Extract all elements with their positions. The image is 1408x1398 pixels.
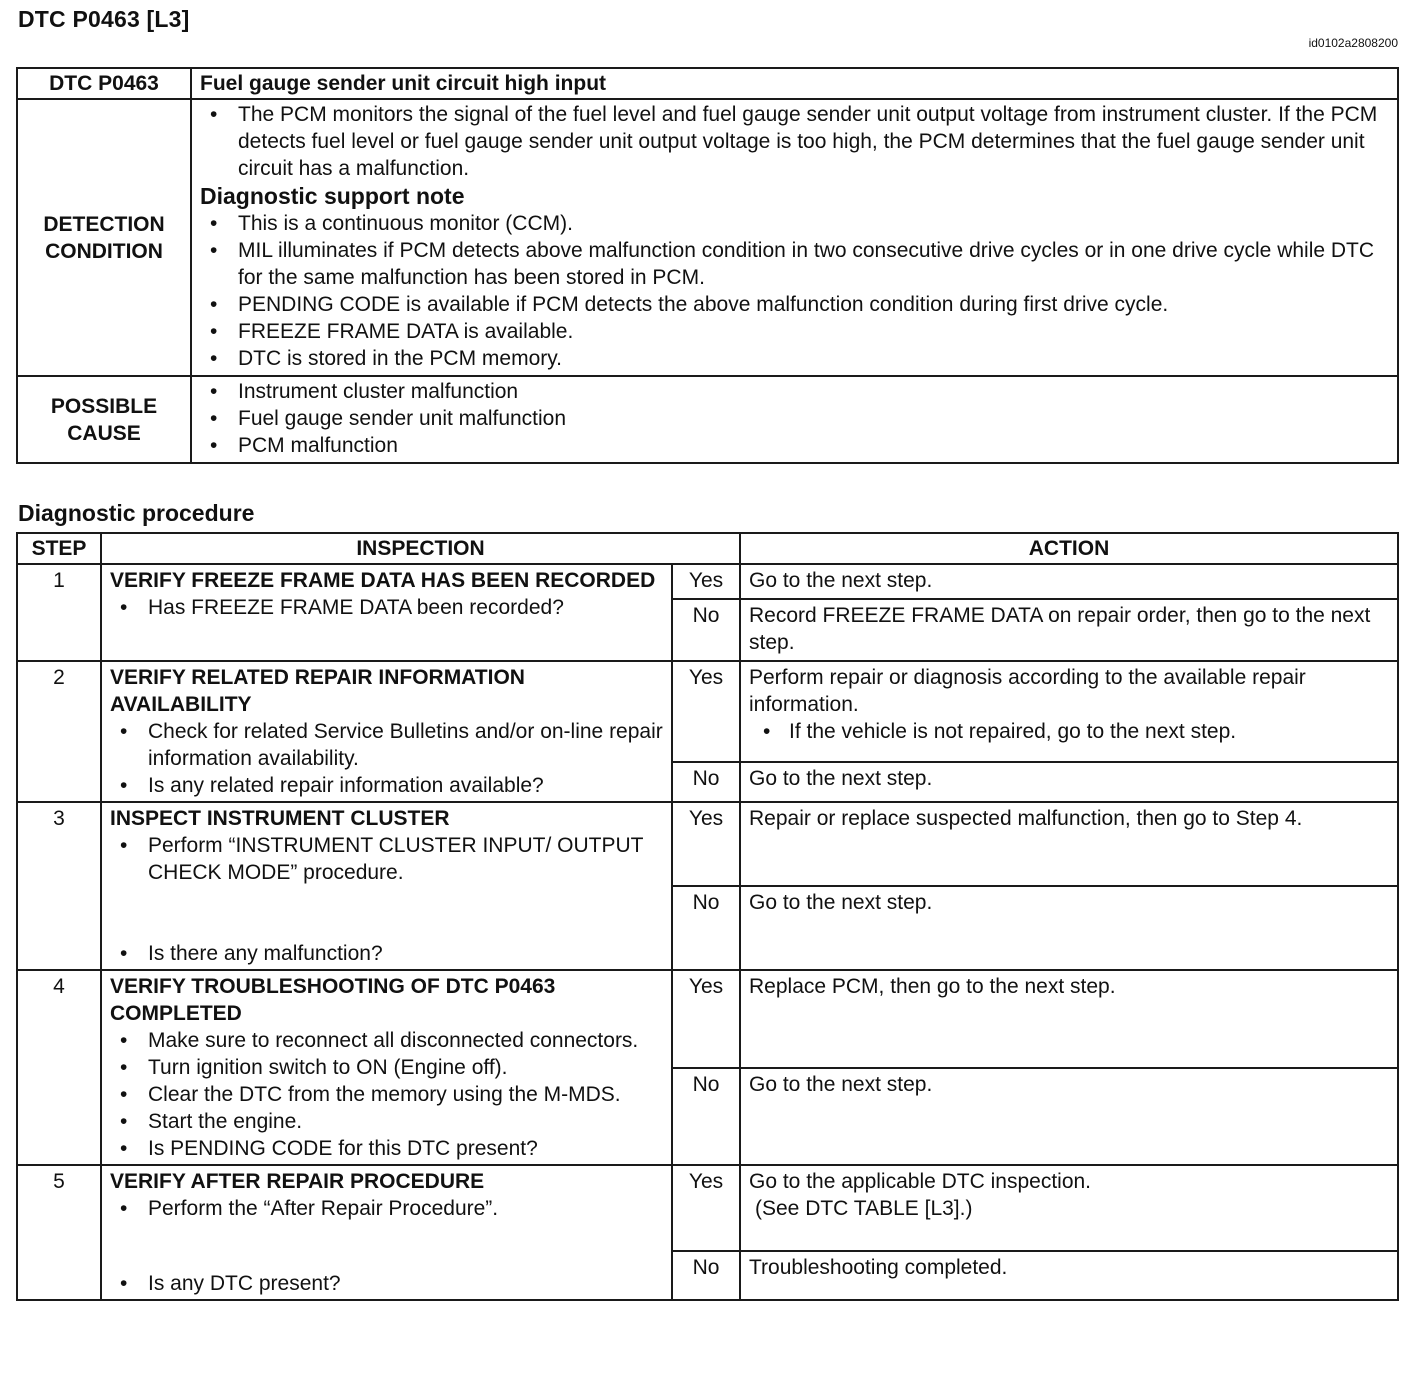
- dtc-info-table: [16, 67, 1399, 464]
- step-3-yes-row: [17, 802, 1398, 886]
- step-4-yes-row: [17, 970, 1398, 1068]
- possible-cause-content: [191, 376, 1398, 463]
- yes-action-sub-list: [749, 718, 1389, 745]
- detection-main-list: [200, 101, 1389, 182]
- no-label: No: [672, 1068, 740, 1166]
- yes-action-reference: (See DTC TABLE [L3].): [755, 1197, 973, 1220]
- detection-label-line1: DETECTION: [43, 212, 165, 236]
- spacer: [110, 1222, 665, 1270]
- dtc-code-cell: DTC P0463: [17, 68, 191, 99]
- support-note-heading: Diagnostic support note: [200, 183, 465, 209]
- step-bullet: • Start the engine.: [110, 1108, 665, 1135]
- dtc-description-cell: Fuel gauge sender unit circuit high input: [191, 68, 1398, 99]
- yes-action: Repair or replace suspected malfunction, then go to Step 4.: [740, 802, 1398, 886]
- step-heading: VERIFY FREEZE FRAME DATA HAS BEEN RECORDED: [110, 569, 656, 592]
- detection-condition-label: [17, 99, 191, 376]
- step-bullet: • Is there any malfunction?: [110, 940, 665, 967]
- yes-action: Go to the applicable DTC inspection.: [749, 1170, 1092, 1193]
- step-bullet-list: [110, 1270, 665, 1297]
- cause-label-line2: CAUSE: [67, 421, 141, 445]
- step-4-inspection: [101, 970, 672, 1165]
- step-number: 3: [17, 802, 101, 970]
- yes-action: Perform repair or diagnosis according to the available repair information.: [749, 666, 1306, 716]
- step-5-yes-row: [17, 1165, 1398, 1251]
- step-bullet: • Is PENDING CODE for this DTC present?: [110, 1135, 665, 1162]
- yes-label: Yes: [672, 661, 740, 762]
- yes-action-cell: [740, 661, 1398, 762]
- step-3-inspection: [101, 802, 672, 970]
- step-2-inspection: [101, 661, 672, 802]
- support-note-item: • This is a continuous monitor (CCM).: [200, 210, 1389, 237]
- no-action: Go to the next step.: [740, 762, 1398, 802]
- step-1-inspection: [101, 564, 672, 661]
- step-number: 1: [17, 564, 101, 661]
- inspection-column-header: INSPECTION: [101, 533, 740, 564]
- step-bullet: • Make sure to reconnect all disconnected connectors.: [110, 1027, 665, 1054]
- support-note-item: • FREEZE FRAME DATA is available.: [200, 318, 1389, 345]
- step-heading: VERIFY RELATED REPAIR INFORMATION AVAILABILITY: [110, 666, 525, 716]
- step-heading: VERIFY TROUBLESHOOTING OF DTC P0463 COMPLETED: [110, 975, 556, 1025]
- page-title: DTC P0463 [L3]: [18, 6, 190, 32]
- step-number: 5: [17, 1165, 101, 1300]
- detection-condition-row: [17, 99, 1398, 376]
- no-action: Record FREEZE FRAME DATA on repair order, then go to the next step.: [740, 599, 1398, 661]
- step-bullet-list: [110, 940, 665, 967]
- yes-action-cell: [740, 1165, 1398, 1251]
- no-label: No: [672, 762, 740, 802]
- yes-label: Yes: [672, 1165, 740, 1251]
- document-id: id0102a2808200: [1308, 36, 1398, 50]
- step-bullet: • Check for related Service Bulletins and/or on-line repair information availability.: [110, 718, 665, 772]
- step-bullet: • Clear the DTC from the memory using the M-MDS.: [110, 1081, 665, 1108]
- step-bullet: • Has FREEZE FRAME DATA been recorded?: [110, 594, 665, 621]
- no-label: No: [672, 599, 740, 661]
- step-bullet-list: [110, 1195, 665, 1222]
- possible-cause-row: [17, 376, 1398, 463]
- procedure-section-title: Diagnostic procedure: [18, 500, 255, 526]
- step-bullet-list: [110, 718, 665, 799]
- possible-cause-label: [17, 376, 191, 463]
- step-bullet-list: [110, 594, 665, 621]
- no-action: Go to the next step.: [740, 886, 1398, 970]
- yes-label: Yes: [672, 970, 740, 1068]
- dtc-header-row: [17, 68, 1398, 99]
- step-bullet: • Is any DTC present?: [110, 1270, 665, 1297]
- procedure-header-row: [17, 533, 1398, 564]
- yes-action: Go to the next step.: [740, 564, 1398, 599]
- no-action: Go to the next step.: [740, 1068, 1398, 1166]
- step-column-header: STEP: [17, 533, 101, 564]
- step-bullet: • Turn ignition switch to ON (Engine off).: [110, 1054, 665, 1081]
- support-note-list: [200, 210, 1389, 372]
- support-note-item: • PENDING CODE is available if PCM detects the above malfunction condition during first drive cycle.: [200, 291, 1389, 318]
- no-action: Troubleshooting completed.: [740, 1251, 1398, 1300]
- step-number: 2: [17, 661, 101, 802]
- yes-label: Yes: [672, 564, 740, 599]
- step-bullet-list: [110, 1027, 665, 1162]
- cause-label-line1: POSSIBLE: [50, 394, 158, 418]
- yes-action: Replace PCM, then go to the next step.: [740, 970, 1398, 1068]
- step-bullet-list: [110, 832, 665, 886]
- step-number: 4: [17, 970, 101, 1165]
- support-note-item: • MIL illuminates if PCM detects above malfunction condition in two consecutive drive cycles or in one drive cycle while DTC for the same malfunction has been stored in PCM.: [200, 237, 1389, 291]
- detection-label-line2: CONDITION: [45, 239, 163, 263]
- yes-label: Yes: [672, 802, 740, 886]
- cause-item: • Fuel gauge sender unit malfunction: [200, 405, 1389, 432]
- action-column-header: ACTION: [740, 533, 1398, 564]
- detection-condition-content: [191, 99, 1398, 376]
- step-bullet: • Is any related repair information available?: [110, 772, 665, 799]
- procedure-table: [16, 532, 1399, 1301]
- possible-cause-list: [200, 378, 1389, 459]
- spacer: [110, 886, 665, 940]
- detection-main-item: • The PCM monitors the signal of the fuel level and fuel gauge sender unit output voltage from instrument cluster. If the PCM detects fuel level or fuel gauge sender unit output voltage is too high, the PCM determines that the fuel gauge sender unit circuit has a malfunction.: [200, 101, 1389, 182]
- yes-action-sub-item: • If the vehicle is not repaired, go to the next step.: [749, 718, 1389, 745]
- step-2-yes-row: [17, 661, 1398, 762]
- support-note-item: • DTC is stored in the PCM memory.: [200, 345, 1389, 372]
- step-5-inspection: [101, 1165, 672, 1300]
- step-bullet: • Perform the “After Repair Procedure”.: [110, 1195, 665, 1222]
- cause-item: • PCM malfunction: [200, 432, 1389, 459]
- step-bullet: • Perform “INSTRUMENT CLUSTER INPUT/ OUTPUT CHECK MODE” procedure.: [110, 832, 665, 886]
- no-label: No: [672, 1251, 740, 1300]
- step-1-yes-row: [17, 564, 1398, 599]
- step-heading: VERIFY AFTER REPAIR PROCEDURE: [110, 1170, 485, 1193]
- step-heading: INSPECT INSTRUMENT CLUSTER: [110, 807, 450, 830]
- no-label: No: [672, 886, 740, 970]
- cause-item: • Instrument cluster malfunction: [200, 378, 1389, 405]
